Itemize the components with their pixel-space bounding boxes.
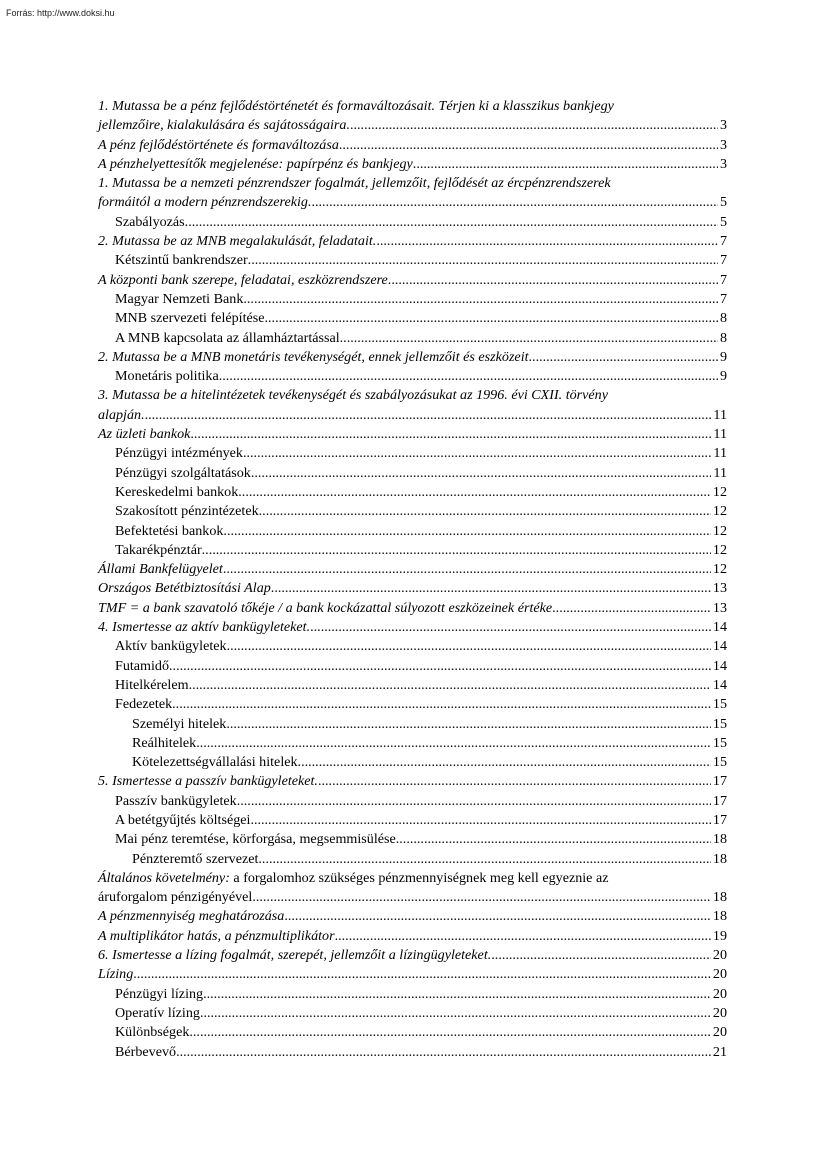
- toc-entry-title: Általános követelmény: a forgalomhoz szükséges pénzmennyiségnek meg kell egyeznie az: [98, 869, 609, 886]
- toc-page-number: 15: [712, 696, 727, 713]
- toc-entry[interactable]: [98, 599, 727, 618]
- toc-entry[interactable]: [98, 136, 727, 155]
- dot-leader: [238, 483, 711, 502]
- toc-entry[interactable]: [98, 637, 727, 656]
- toc-entry-title: Aktív bankügyletek: [115, 638, 227, 655]
- dot-leader: [219, 367, 718, 386]
- dot-leader: [250, 811, 710, 830]
- toc-page-number: 14: [712, 657, 727, 674]
- toc-page-number: 15: [712, 715, 727, 732]
- table-of-contents: [98, 97, 727, 1062]
- dot-leader: [552, 599, 711, 618]
- toc-entry[interactable]: [98, 965, 727, 984]
- toc-entry-title: Reálhitelek: [132, 734, 197, 751]
- dot-leader: [243, 290, 718, 309]
- dot-leader: [176, 1043, 711, 1062]
- toc-page-number: 9: [719, 348, 727, 365]
- toc-entry-title: Pénzügyi lízing: [115, 985, 204, 1002]
- toc-entry[interactable]: [98, 97, 727, 136]
- dot-leader: [258, 850, 711, 869]
- toc-page-number: 12: [712, 503, 727, 520]
- toc-entry[interactable]: [98, 772, 727, 791]
- toc-page-number: 12: [712, 522, 727, 539]
- toc-entry-title: A központi bank szerepe, feladatai, eszközrendszere: [98, 271, 388, 288]
- toc-entry[interactable]: [98, 927, 727, 946]
- toc-entry[interactable]: [98, 676, 727, 695]
- toc-page-number: 8: [719, 310, 727, 327]
- toc-page-number: 20: [712, 985, 727, 1002]
- toc-entry-title: Kétszintű bankrendszer: [115, 252, 248, 269]
- toc-entry[interactable]: [98, 464, 727, 483]
- dot-leader: [388, 271, 718, 290]
- toc-entry[interactable]: [98, 367, 727, 386]
- toc-page-number: 12: [712, 541, 727, 558]
- toc-entry[interactable]: [98, 715, 727, 734]
- toc-page-number: 20: [712, 1004, 727, 1021]
- dot-leader: [223, 560, 711, 579]
- toc-entry-title: formáitól a modern pénzrendszerekig.: [98, 194, 312, 211]
- dot-leader: [185, 213, 718, 232]
- toc-entry[interactable]: [98, 792, 727, 811]
- toc-entry[interactable]: [98, 251, 727, 270]
- dot-leader: [340, 329, 718, 348]
- source-header: Forrás: http://www.doksi.hu: [6, 8, 115, 18]
- toc-entry[interactable]: [98, 946, 727, 965]
- toc-entry[interactable]: [98, 753, 727, 772]
- toc-entry-title: Passzív bankügyletek: [115, 792, 237, 809]
- toc-entry[interactable]: [98, 985, 727, 1004]
- toc-page-number: 3: [719, 155, 727, 172]
- toc-entry-title: Operatív lízing: [115, 1004, 200, 1021]
- toc-entry[interactable]: [98, 232, 727, 251]
- toc-entry-title: Kereskedelmi bankok: [115, 483, 239, 500]
- toc-entry-title: 1. Mutassa be a nemzeti pénzrendszer fogalmát, jellemzőit, fejlődését az ércpénzrendszerek: [98, 175, 611, 192]
- toc-entry-title: 2. Mutassa be az MNB megalakulását, feladatait.: [98, 233, 377, 250]
- dot-leader: [259, 502, 711, 521]
- toc-entry[interactable]: [98, 309, 727, 328]
- toc-entry-title: alapján.: [98, 406, 145, 423]
- toc-page-number: 5: [719, 213, 727, 230]
- toc-entry[interactable]: [98, 348, 727, 367]
- dot-leader: [298, 753, 711, 772]
- dot-leader: [335, 927, 711, 946]
- toc-entry-title: Országos Betétbiztosítási Alap: [98, 580, 271, 597]
- dot-leader: [226, 715, 711, 734]
- toc-page-number: 20: [712, 947, 727, 964]
- toc-entry-title: 2. Mutassa be a MNB monetáris tevékenységét, ennek jellemzőit és eszközeit: [98, 348, 529, 365]
- toc-entry-title: 3. Mutassa be a hitelintézetek tevékenységét és szabályozásukat az 1996. évi CXII. törvény: [98, 387, 608, 404]
- toc-entry-title: Takarékpénztár: [115, 541, 202, 558]
- toc-entry[interactable]: [98, 850, 727, 869]
- dot-leader: [202, 541, 711, 560]
- dot-leader: [189, 676, 711, 695]
- toc-entry[interactable]: [98, 734, 727, 753]
- toc-page-number: 14: [712, 619, 727, 636]
- toc-entry-title: áruforgalom pénzigényével: [98, 889, 253, 906]
- toc-page-number: 14: [712, 676, 727, 693]
- toc-entry-title: Monetáris politika: [115, 368, 219, 385]
- toc-entry[interactable]: [98, 386, 727, 425]
- toc-entry-title: Kötelezettségvállalási hitelek: [132, 754, 298, 771]
- dot-leader: [223, 522, 710, 541]
- toc-entry[interactable]: [98, 579, 727, 598]
- toc-entry-title: Pénzügyi intézmények: [115, 445, 243, 462]
- toc-entry[interactable]: [98, 560, 727, 579]
- dot-leader: [243, 444, 711, 463]
- toc-page-number: 21: [712, 1043, 727, 1060]
- toc-entry[interactable]: [98, 1023, 727, 1042]
- toc-entry[interactable]: [98, 329, 727, 348]
- dot-leader: [189, 1023, 711, 1042]
- toc-entry-title: A multiplikátor hatás, a pénzmultiplikátor: [98, 927, 335, 944]
- toc-page-number: 17: [712, 811, 727, 828]
- toc-page-number: 20: [712, 1024, 727, 1041]
- dot-leader: [376, 232, 718, 251]
- toc-entry[interactable]: [98, 869, 727, 908]
- dot-leader: [203, 985, 711, 1004]
- toc-page-number: 11: [713, 406, 727, 423]
- toc-entry[interactable]: [98, 522, 727, 541]
- toc-entry[interactable]: [98, 1043, 727, 1062]
- dot-leader: [339, 136, 718, 155]
- toc-page-number: 9: [719, 368, 727, 385]
- toc-entry-title: Futamidő: [115, 657, 170, 674]
- toc-entry-title: A pénzhelyettesítők megjelenése: papírpénz és bankjegy: [98, 155, 413, 172]
- dot-leader: [237, 792, 711, 811]
- dot-leader: [350, 116, 718, 135]
- toc-entry-title: Bérbevevő: [115, 1043, 177, 1060]
- toc-entry-title: Mai pénz teremtése, körforgása, megsemmisülése: [115, 831, 396, 848]
- toc-entry-title: A pénzmennyiség meghatározása: [98, 908, 285, 925]
- dot-leader: [413, 155, 718, 174]
- toc-page-number: 14: [712, 638, 727, 655]
- toc-entry[interactable]: [98, 483, 727, 502]
- toc-entry-title: Állami Bankfelügyelet: [98, 561, 223, 578]
- toc-entry-title: 1. Mutassa be a pénz fejlődéstörténetét és formaváltozásait. Térjen ki a klasszikus bankjegy: [98, 98, 614, 114]
- toc-entry[interactable]: [98, 502, 727, 521]
- dot-leader: [251, 464, 712, 483]
- toc-entry-title: A betétgyűjtés költségei: [115, 811, 251, 828]
- dot-leader: [200, 1004, 711, 1023]
- dot-leader: [271, 579, 711, 598]
- toc-entry[interactable]: [98, 290, 727, 309]
- toc-page-number: 15: [712, 734, 727, 751]
- toc-page-number: 19: [712, 927, 727, 944]
- toc-page-number: 17: [712, 773, 727, 790]
- toc-entry[interactable]: [98, 618, 727, 637]
- toc-page-number: 7: [719, 252, 727, 269]
- toc-entry-title: 6. Ismertesse a lízing fogalmát, szerepét, jellemzőit a lízingügyleteket.: [98, 947, 492, 964]
- toc-page-number: 7: [719, 233, 727, 250]
- dot-leader: [318, 772, 711, 791]
- toc-entry-title: A pénz fejlődéstörténete és formaváltozása: [98, 136, 339, 153]
- toc-entry[interactable]: [98, 541, 727, 560]
- dot-leader: [172, 695, 711, 714]
- dot-leader: [227, 637, 711, 656]
- dot-leader: [396, 830, 711, 849]
- dot-leader: [529, 348, 718, 367]
- dot-leader: [310, 618, 711, 637]
- toc-entry-title: Pénzügyi szolgáltatások: [115, 464, 251, 481]
- toc-entry[interactable]: [98, 811, 727, 830]
- toc-page-number: 18: [712, 889, 727, 906]
- toc-page-number: 17: [712, 792, 727, 809]
- toc-entry-title: Szabályozás: [115, 213, 185, 230]
- toc-entry-title: Fedezetek: [115, 696, 173, 713]
- toc-page-number: 18: [712, 850, 727, 867]
- toc-entry-title: A MNB kapcsolata az államháztartással: [115, 329, 340, 346]
- dot-leader: [196, 734, 711, 753]
- toc-entry[interactable]: [98, 155, 727, 174]
- dot-leader: [311, 193, 717, 212]
- toc-entry-title: Lízing: [98, 966, 134, 983]
- toc-entry-title: Különbségek: [115, 1024, 190, 1041]
- toc-page-number: 7: [719, 290, 727, 307]
- dot-leader: [491, 946, 711, 965]
- toc-page-number: 20: [712, 966, 727, 983]
- toc-entry-title: Szakosított pénzintézetek: [115, 503, 259, 520]
- toc-page-number: 11: [713, 445, 727, 462]
- toc-entry[interactable]: [98, 271, 727, 290]
- toc-entry[interactable]: [98, 907, 727, 926]
- toc-page-number: 5: [719, 194, 727, 211]
- toc-entry[interactable]: [98, 657, 727, 676]
- toc-page-number: 13: [712, 580, 727, 597]
- toc-entry[interactable]: [98, 174, 727, 213]
- toc-page-number: 12: [712, 561, 727, 578]
- toc-entry[interactable]: [98, 444, 727, 463]
- toc-entry-title: jellemzőire, kialakulására és sajátosságaira.: [98, 117, 350, 134]
- toc-page-number: 18: [712, 908, 727, 925]
- dot-leader: [265, 309, 718, 328]
- toc-entry[interactable]: [98, 1004, 727, 1023]
- dot-leader: [252, 888, 711, 907]
- dot-leader: [190, 425, 711, 444]
- toc-entry-title: Az üzleti bankok: [98, 426, 191, 443]
- toc-page-number: 15: [712, 754, 727, 771]
- toc-page-number: 3: [719, 136, 727, 153]
- toc-page-number: 3: [719, 117, 727, 134]
- toc-page-number: 11: [713, 464, 727, 481]
- toc-page-number: 7: [719, 271, 727, 288]
- toc-page-number: 13: [712, 599, 727, 616]
- toc-entry-title: Befektetési bankok: [115, 522, 224, 539]
- toc-entry-title: 5. Ismertesse a passzív bankügyleteket.: [98, 773, 318, 790]
- dot-leader: [133, 965, 711, 984]
- toc-page-number: 18: [712, 831, 727, 848]
- toc-entry-title: MNB szervezeti felépítése: [115, 310, 265, 327]
- toc-entry[interactable]: [98, 695, 727, 714]
- toc-page-number: 11: [713, 426, 727, 443]
- toc-entry[interactable]: [98, 830, 727, 849]
- dot-leader: [169, 657, 711, 676]
- toc-entry[interactable]: [98, 425, 727, 444]
- toc-page-number: 8: [719, 329, 727, 346]
- toc-entry[interactable]: [98, 213, 727, 232]
- toc-entry-title: TMF = a bank szavatoló tőkéje / a bank kockázattal súlyozott eszközeinek értéke: [98, 599, 553, 616]
- dot-leader: [248, 251, 718, 270]
- toc-entry-title: Személyi hitelek: [132, 715, 227, 732]
- toc-page-number: 12: [712, 483, 727, 500]
- toc-entry-title: Pénzteremtő szervezet: [132, 850, 259, 867]
- toc-entry-title: 4. Ismertesse az aktív bankügyleteket.: [98, 619, 311, 636]
- toc-entry-title: Magyar Nemzeti Bank: [115, 290, 244, 307]
- toc-entry-title: Hitelkérelem: [115, 676, 189, 693]
- dot-leader: [284, 907, 711, 926]
- dot-leader: [145, 406, 712, 425]
